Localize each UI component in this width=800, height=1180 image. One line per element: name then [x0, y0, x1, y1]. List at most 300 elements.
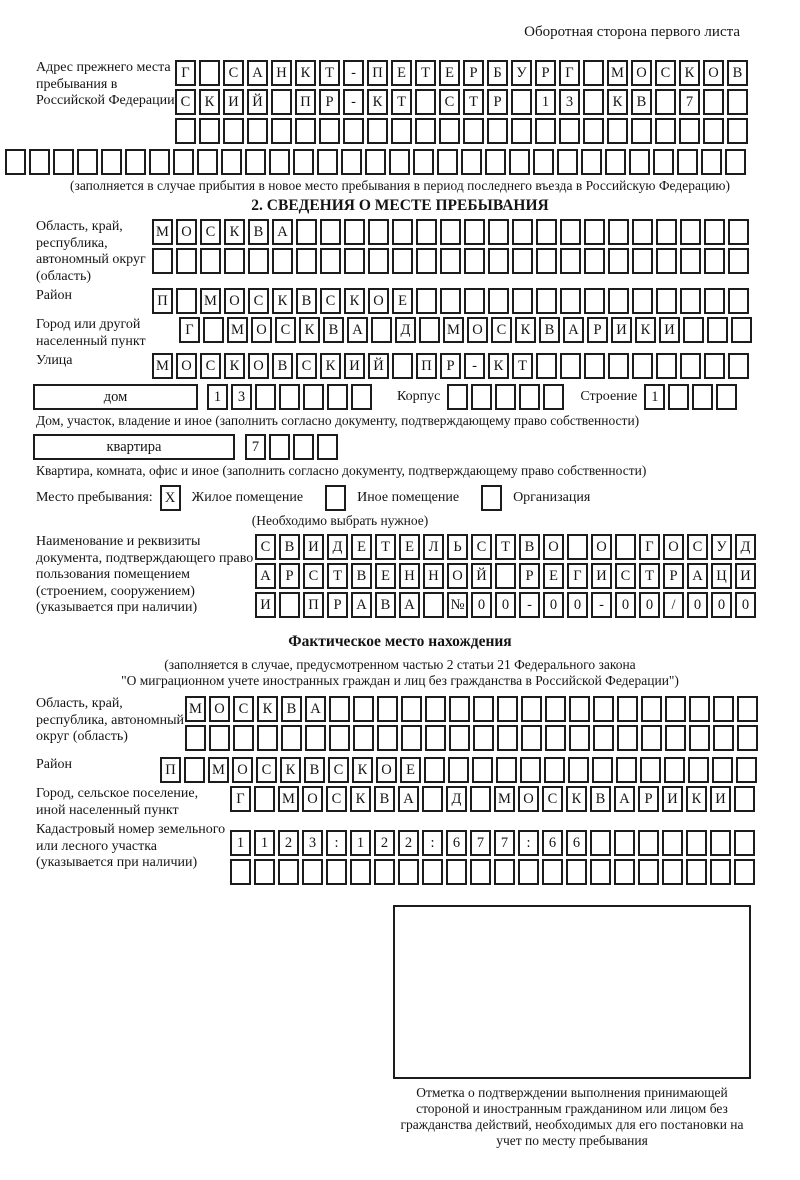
form-cell — [641, 725, 662, 751]
form-cell: Р — [463, 60, 484, 86]
form-cell — [544, 757, 565, 783]
form-cell — [677, 149, 698, 175]
form-cell — [320, 219, 341, 245]
factual-oblast-grid — [185, 696, 761, 754]
form-cell: О — [518, 786, 539, 812]
raion-row — [152, 288, 752, 314]
form-cell: К — [367, 89, 388, 115]
form-cell: Т — [391, 89, 412, 115]
form-cell — [680, 288, 701, 314]
option-inoe-label: Иное помещение — [357, 490, 460, 505]
form-cell — [713, 696, 734, 722]
form-cell — [703, 118, 724, 144]
form-cell — [470, 859, 491, 885]
form-cell: С — [200, 219, 221, 245]
form-cell: М — [443, 317, 464, 343]
form-cell: В — [374, 786, 395, 812]
form-cell — [365, 149, 386, 175]
form-cell — [176, 248, 197, 274]
form-cell — [617, 725, 638, 751]
form-cell — [631, 118, 652, 144]
form-cell — [317, 149, 338, 175]
form-cell: К — [488, 353, 509, 379]
kadastr-row-1 — [230, 830, 758, 856]
form-cell: И — [255, 592, 276, 618]
form-cell — [512, 248, 533, 274]
form-cell: П — [160, 757, 181, 783]
form-cell — [640, 757, 661, 783]
form-cell — [662, 830, 683, 856]
form-cell — [485, 149, 506, 175]
form-cell — [689, 725, 710, 751]
form-cell — [716, 384, 737, 410]
form-cell: К — [257, 696, 278, 722]
form-cell: О — [467, 317, 488, 343]
checkbox-inoe — [325, 485, 346, 511]
form-cell — [185, 725, 206, 751]
form-cell — [727, 89, 748, 115]
ulitsa-row — [152, 353, 752, 379]
form-cell: Р — [319, 89, 340, 115]
form-cell: К — [199, 89, 220, 115]
form-cell: К — [299, 317, 320, 343]
form-cell: : — [422, 830, 443, 856]
form-cell — [734, 786, 755, 812]
form-cell: М — [494, 786, 515, 812]
form-cell — [473, 725, 494, 751]
oblast-grid — [152, 219, 752, 277]
form-cell: К — [344, 288, 365, 314]
form-cell — [423, 592, 444, 618]
form-cell — [608, 353, 629, 379]
form-cell — [368, 248, 389, 274]
form-cell — [254, 786, 275, 812]
form-cell — [377, 725, 398, 751]
form-cell — [665, 696, 686, 722]
form-cell — [512, 288, 533, 314]
factual-note-1: (заполняется в случае, предусмотренном частью 2 статьи 21 Федерального закона — [164, 657, 636, 672]
form-cell — [497, 696, 518, 722]
form-cell — [608, 288, 629, 314]
prev-address-row-2 — [175, 89, 751, 115]
form-cell — [704, 353, 725, 379]
form-cell — [712, 757, 733, 783]
raion-label: Район — [36, 288, 72, 303]
form-cell: 7 — [245, 434, 266, 460]
form-cell — [152, 248, 173, 274]
form-cell — [557, 149, 578, 175]
mesto-row — [36, 485, 800, 511]
checkbox-organizatsiya — [481, 485, 502, 511]
form-cell — [520, 757, 541, 783]
form-cell — [279, 384, 300, 410]
form-cell — [320, 248, 341, 274]
form-cell — [542, 859, 563, 885]
form-cell: А — [347, 317, 368, 343]
form-cell: И — [611, 317, 632, 343]
form-cell — [511, 89, 532, 115]
form-cell — [536, 248, 557, 274]
form-cell — [416, 248, 437, 274]
form-cell — [734, 830, 755, 856]
form-cell — [494, 859, 515, 885]
form-cell: М — [152, 219, 173, 245]
form-cell: 6 — [566, 830, 587, 856]
form-cell — [683, 317, 704, 343]
form-cell — [737, 725, 758, 751]
form-cell — [447, 384, 468, 410]
form-cell: Е — [399, 534, 420, 560]
factual-raion-row — [160, 757, 760, 783]
form-cell — [590, 830, 611, 856]
form-cell — [545, 725, 566, 751]
form-cell: К — [224, 219, 245, 245]
form-cell — [734, 859, 755, 885]
form-cell — [374, 859, 395, 885]
form-cell — [536, 288, 557, 314]
form-cell: 6 — [542, 830, 563, 856]
form-cell — [463, 118, 484, 144]
dom-box: дом — [33, 384, 198, 410]
form-cell — [533, 149, 554, 175]
form-cell — [419, 317, 440, 343]
form-cell — [632, 353, 653, 379]
form-cell — [592, 757, 613, 783]
prev-address-row-1 — [175, 60, 751, 86]
form-cell — [641, 696, 662, 722]
form-cell: И — [735, 563, 756, 589]
form-cell: Ц — [711, 563, 732, 589]
form-cell: Е — [392, 288, 413, 314]
form-cell: П — [303, 592, 324, 618]
form-cell — [353, 725, 374, 751]
form-cell — [731, 317, 752, 343]
form-cell: С — [328, 757, 349, 783]
form-cell — [688, 757, 709, 783]
form-cell — [401, 725, 422, 751]
form-cell — [656, 219, 677, 245]
form-cell — [353, 696, 374, 722]
form-cell — [367, 118, 388, 144]
form-cell: Д — [446, 786, 467, 812]
form-cell — [5, 149, 26, 175]
form-cell: У — [711, 534, 732, 560]
factual-raion-block — [0, 757, 800, 783]
stroenie-cells — [644, 384, 740, 410]
form-cell — [425, 725, 446, 751]
form-cell — [401, 696, 422, 722]
form-cell: И — [710, 786, 731, 812]
form-cell — [655, 89, 676, 115]
gorod-label: Город или другой населенный пункт — [36, 317, 146, 349]
factual-oblast-block — [0, 696, 800, 754]
form-cell — [341, 149, 362, 175]
prev-address-row-3 — [175, 118, 751, 144]
form-cell: В — [519, 534, 540, 560]
form-cell: А — [687, 563, 708, 589]
factual-gorod-block — [0, 786, 800, 819]
form-cell: В — [590, 786, 611, 812]
form-cell — [392, 219, 413, 245]
form-cell — [344, 219, 365, 245]
stamp-area — [393, 905, 753, 1149]
form-cell — [440, 288, 461, 314]
form-cell: О — [591, 534, 612, 560]
form-cell: Е — [351, 534, 372, 560]
form-cell: О — [703, 60, 724, 86]
form-cell: О — [302, 786, 323, 812]
section2-title: 2. СВЕДЕНИЯ О МЕСТЕ ПРЕБЫВАНИЯ — [251, 197, 549, 214]
form-cell — [221, 149, 242, 175]
prev-address-grid — [175, 60, 751, 147]
form-cell — [584, 248, 605, 274]
form-cell: Р — [327, 592, 348, 618]
form-cell: О — [251, 317, 272, 343]
form-cell: - — [343, 60, 364, 86]
form-cell: О — [248, 353, 269, 379]
form-cell — [656, 288, 677, 314]
form-cell — [440, 248, 461, 274]
form-cell: С — [326, 786, 347, 812]
form-cell: К — [635, 317, 656, 343]
stroenie-label: Строение — [580, 389, 638, 404]
form-cell — [692, 384, 713, 410]
form-cell — [680, 248, 701, 274]
form-cell: В — [375, 592, 396, 618]
form-cell — [728, 288, 749, 314]
form-cell — [224, 248, 245, 274]
document-grid — [255, 534, 759, 621]
form-cell — [184, 757, 205, 783]
form-cell: О — [663, 534, 684, 560]
form-cell: Р — [535, 60, 556, 86]
document-block — [0, 534, 800, 621]
form-cell — [199, 118, 220, 144]
factual-raion-label: Район — [36, 757, 72, 772]
form-cell: Г — [567, 563, 588, 589]
form-cell: В — [248, 219, 269, 245]
form-cell: М — [208, 757, 229, 783]
form-cell: К — [224, 353, 245, 379]
form-cell: М — [227, 317, 248, 343]
form-cell — [272, 248, 293, 274]
form-cell — [704, 219, 725, 245]
form-cell: 3 — [231, 384, 252, 410]
form-cell — [440, 219, 461, 245]
form-cell — [233, 725, 254, 751]
stamp-caption: Отметка о подтверждении выполнения принимающей стороной и иностранным гражданином или лицом без гражданства действий, необходимых для его постановки на учет по месту пребывания — [400, 1085, 744, 1148]
form-cell: Г — [175, 60, 196, 86]
form-cell: 1 — [535, 89, 556, 115]
form-cell: К — [272, 288, 293, 314]
form-cell — [245, 149, 266, 175]
form-cell — [305, 725, 326, 751]
form-cell — [488, 219, 509, 245]
form-cell — [495, 384, 516, 410]
form-cell — [566, 859, 587, 885]
form-cell — [389, 149, 410, 175]
form-cell: К — [352, 757, 373, 783]
form-cell — [255, 384, 276, 410]
form-cell: И — [303, 534, 324, 560]
form-cell — [614, 830, 635, 856]
form-cell: С — [471, 534, 492, 560]
factual-notes — [0, 657, 800, 689]
option-zhiloe-label: Жилое помещение — [191, 490, 304, 505]
form-cell — [680, 219, 701, 245]
form-cell: 3 — [302, 830, 323, 856]
form-cell: К — [607, 89, 628, 115]
form-cell: : — [518, 830, 539, 856]
form-cell — [701, 149, 722, 175]
form-cell — [560, 248, 581, 274]
form-cell — [437, 149, 458, 175]
form-cell — [607, 118, 628, 144]
form-cell — [416, 288, 437, 314]
form-cell — [679, 118, 700, 144]
form-cell: 2 — [278, 830, 299, 856]
form-cell: 0 — [711, 592, 732, 618]
form-cell: Т — [463, 89, 484, 115]
form-cell — [398, 859, 419, 885]
form-cell — [728, 353, 749, 379]
form-cell: 3 — [559, 89, 580, 115]
form-cell: - — [464, 353, 485, 379]
form-cell: Т — [512, 353, 533, 379]
form-cell — [560, 288, 581, 314]
form-cell: Р — [440, 353, 461, 379]
form-cell — [488, 248, 509, 274]
form-cell: 0 — [471, 592, 492, 618]
form-cell — [496, 757, 517, 783]
form-cell: В — [296, 288, 317, 314]
form-cell: - — [343, 89, 364, 115]
factual-gorod-row — [230, 786, 758, 812]
form-cell — [344, 248, 365, 274]
form-cell: А — [255, 563, 276, 589]
form-cell: У — [511, 60, 532, 86]
form-cell: Й — [471, 563, 492, 589]
form-cell — [29, 149, 50, 175]
form-cell — [248, 248, 269, 274]
form-cell: П — [152, 288, 173, 314]
form-cell — [632, 288, 653, 314]
document-label: Наименование и реквизиты документа, подтверждающего право пользования помещением (строением, сооружением) (указывается при наличии) — [36, 534, 254, 615]
gorod-block — [0, 317, 800, 350]
form-cell — [703, 89, 724, 115]
form-cell: К — [679, 60, 700, 86]
form-cell — [560, 219, 581, 245]
form-cell — [209, 725, 230, 751]
form-cell: Р — [487, 89, 508, 115]
form-cell: 0 — [495, 592, 516, 618]
form-cell: 1 — [644, 384, 665, 410]
form-cell — [326, 859, 347, 885]
oblast-row-2 — [152, 248, 752, 274]
form-cell: М — [152, 353, 173, 379]
form-cell — [392, 353, 413, 379]
form-cell: М — [607, 60, 628, 86]
form-cell — [257, 725, 278, 751]
kvartira-row — [33, 434, 800, 460]
factual-note-2: "О миграционном учете иностранных граждан и лиц без гражданства в Российской Федерации") — [121, 673, 679, 688]
form-cell — [560, 353, 581, 379]
form-cell — [269, 149, 290, 175]
form-cell — [629, 149, 650, 175]
form-cell — [464, 248, 485, 274]
form-cell: В — [272, 353, 293, 379]
form-cell — [281, 725, 302, 751]
form-cell — [279, 592, 300, 618]
form-cell — [584, 288, 605, 314]
form-cell — [536, 353, 557, 379]
form-cell: А — [614, 786, 635, 812]
form-cell — [343, 118, 364, 144]
form-cell: С — [233, 696, 254, 722]
form-cell: П — [367, 60, 388, 86]
form-cell — [509, 149, 530, 175]
form-cell: 7 — [470, 830, 491, 856]
form-cell: Е — [543, 563, 564, 589]
form-cell — [727, 118, 748, 144]
form-cell: А — [351, 592, 372, 618]
form-cell: В — [631, 89, 652, 115]
form-cell: Г — [179, 317, 200, 343]
form-cell — [296, 248, 317, 274]
form-cell: А — [563, 317, 584, 343]
form-cell: 0 — [567, 592, 588, 618]
form-cell: А — [398, 786, 419, 812]
form-cell: И — [659, 317, 680, 343]
form-cell — [656, 353, 677, 379]
form-cell — [317, 434, 338, 460]
form-cell — [710, 859, 731, 885]
form-cell — [295, 118, 316, 144]
form-cell: : — [326, 830, 347, 856]
form-cell — [464, 219, 485, 245]
form-cell — [736, 757, 757, 783]
form-cell: Е — [391, 60, 412, 86]
form-cell: Й — [247, 89, 268, 115]
form-cell: Т — [415, 60, 436, 86]
prev-address-block — [0, 60, 800, 194]
form-cell — [584, 219, 605, 245]
form-cell — [473, 696, 494, 722]
form-cell — [424, 757, 445, 783]
form-cell — [415, 89, 436, 115]
form-cell — [351, 384, 372, 410]
form-cell: 0 — [687, 592, 708, 618]
form-cell — [704, 288, 725, 314]
form-cell — [653, 149, 674, 175]
kadastr-row-2 — [230, 859, 758, 885]
form-cell: 7 — [679, 89, 700, 115]
form-cell — [583, 118, 604, 144]
form-cell: С — [200, 353, 221, 379]
form-cell — [371, 317, 392, 343]
form-cell: Р — [519, 563, 540, 589]
form-cell — [439, 118, 460, 144]
form-cell — [416, 219, 437, 245]
form-cell: С — [491, 317, 512, 343]
form-cell: 0 — [735, 592, 756, 618]
form-cell — [350, 859, 371, 885]
form-cell — [518, 859, 539, 885]
form-cell: Е — [400, 757, 421, 783]
form-cell — [662, 859, 683, 885]
form-cell: Е — [439, 60, 460, 86]
form-cell: П — [295, 89, 316, 115]
